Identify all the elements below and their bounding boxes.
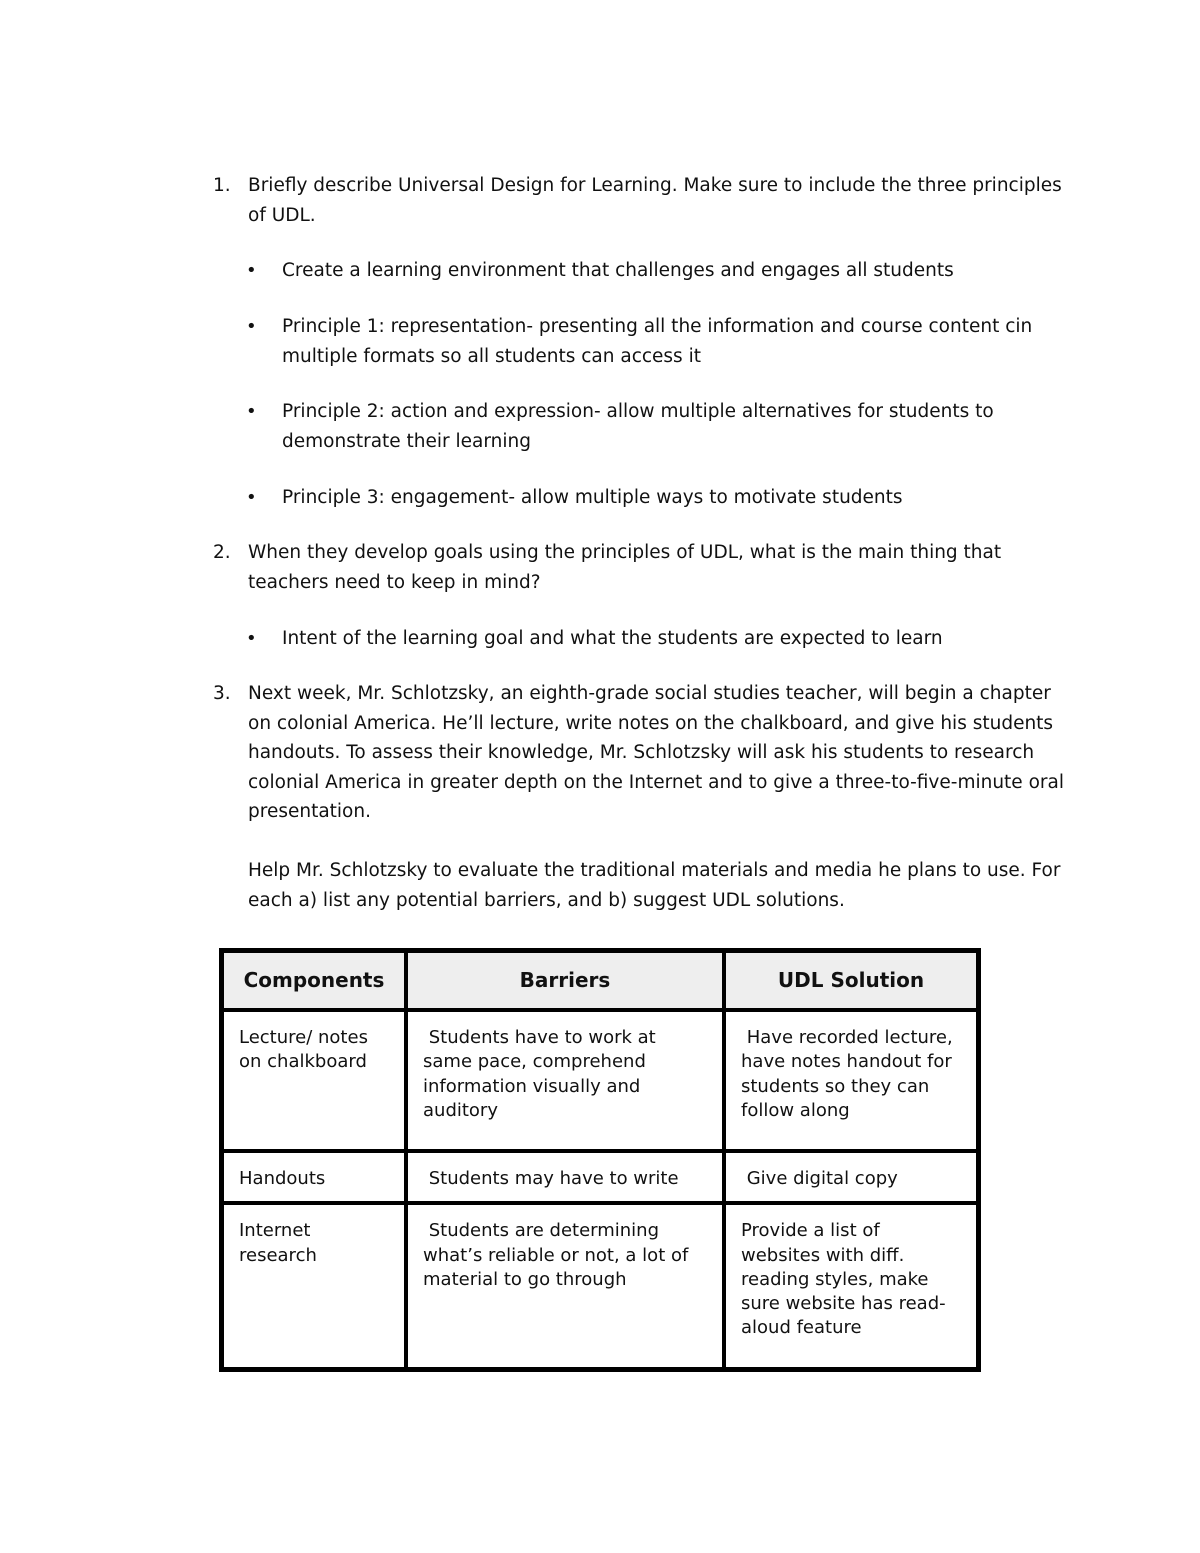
barrier-cell: Students are determining what’s reliable or not, a lot of material to go through	[406, 1203, 724, 1369]
bullet-icon: •	[246, 260, 257, 281]
bullet-icon: •	[246, 628, 257, 649]
question-instructions: Help Mr. Schlotzsky to evaluate the traditional materials and media he plans to use. For each a) list any potential barriers, and b) suggest UDL solutions.	[248, 860, 1061, 911]
answer-bullet: Principle 3: engagement- allow multiple ways to motivate students	[282, 487, 903, 508]
table-row	[222, 1151, 978, 1203]
question-number: 3.	[213, 683, 231, 704]
solution-cell: Have recorded lecture, have notes handout for students so they can follow along	[724, 1010, 978, 1151]
question-number: 2.	[213, 542, 231, 563]
bullet-icon: •	[246, 401, 257, 422]
component-cell: Handouts	[222, 1151, 406, 1203]
header-components: Components	[222, 951, 406, 1010]
header-udl-solution: UDL Solution	[724, 951, 978, 1010]
component-cell: Lecture/ notes on chalkboard	[222, 1010, 406, 1151]
question-text: When they develop goals using the principles of UDL, what is the main thing that teachers need to keep in mind?	[248, 542, 1002, 593]
udl-table	[219, 948, 981, 1372]
answer-bullet: Create a learning environment that challenges and engages all students	[282, 260, 954, 281]
table-row	[222, 1010, 978, 1151]
component-cell: Internet research	[222, 1203, 406, 1369]
header-barriers: Barriers	[406, 951, 724, 1010]
bullet-icon: •	[246, 316, 257, 337]
solution-cell: Provide a list of websites with diff. reading styles, make sure website has read-aloud feature	[724, 1203, 978, 1369]
barrier-cell: Students may have to write	[406, 1151, 724, 1203]
barrier-cell: Students have to work at same pace, comprehend information visually and auditory	[406, 1010, 724, 1151]
answer-bullet: Principle 1: representation- presenting all the information and course content cin multiple formats so all students can access it	[282, 316, 1033, 367]
table-header-row	[222, 951, 978, 1010]
question-number: 1.	[213, 175, 231, 196]
question-text: Briefly describe Universal Design for Learning. Make sure to include the three principles of UDL.	[248, 175, 1062, 226]
bullet-icon: •	[246, 487, 257, 508]
question-text: Next week, Mr. Schlotzsky, an eighth-grade social studies teacher, will begin a chapter on colonial America. He’ll lecture, write notes on the chalkboard, and give his students handouts. To assess their knowledge, Mr. Schlotzsky will ask his students to research colonial America in greater depth on the Internet and to give a three-to-five-minute oral presentation.	[248, 683, 1064, 822]
table-row	[222, 1203, 978, 1369]
answer-bullet: Principle 2: action and expression- allow multiple alternatives for students to demonstrate their learning	[282, 401, 994, 452]
answer-bullet: Intent of the learning goal and what the students are expected to learn	[282, 628, 943, 649]
solution-cell: Give digital copy	[724, 1151, 978, 1203]
